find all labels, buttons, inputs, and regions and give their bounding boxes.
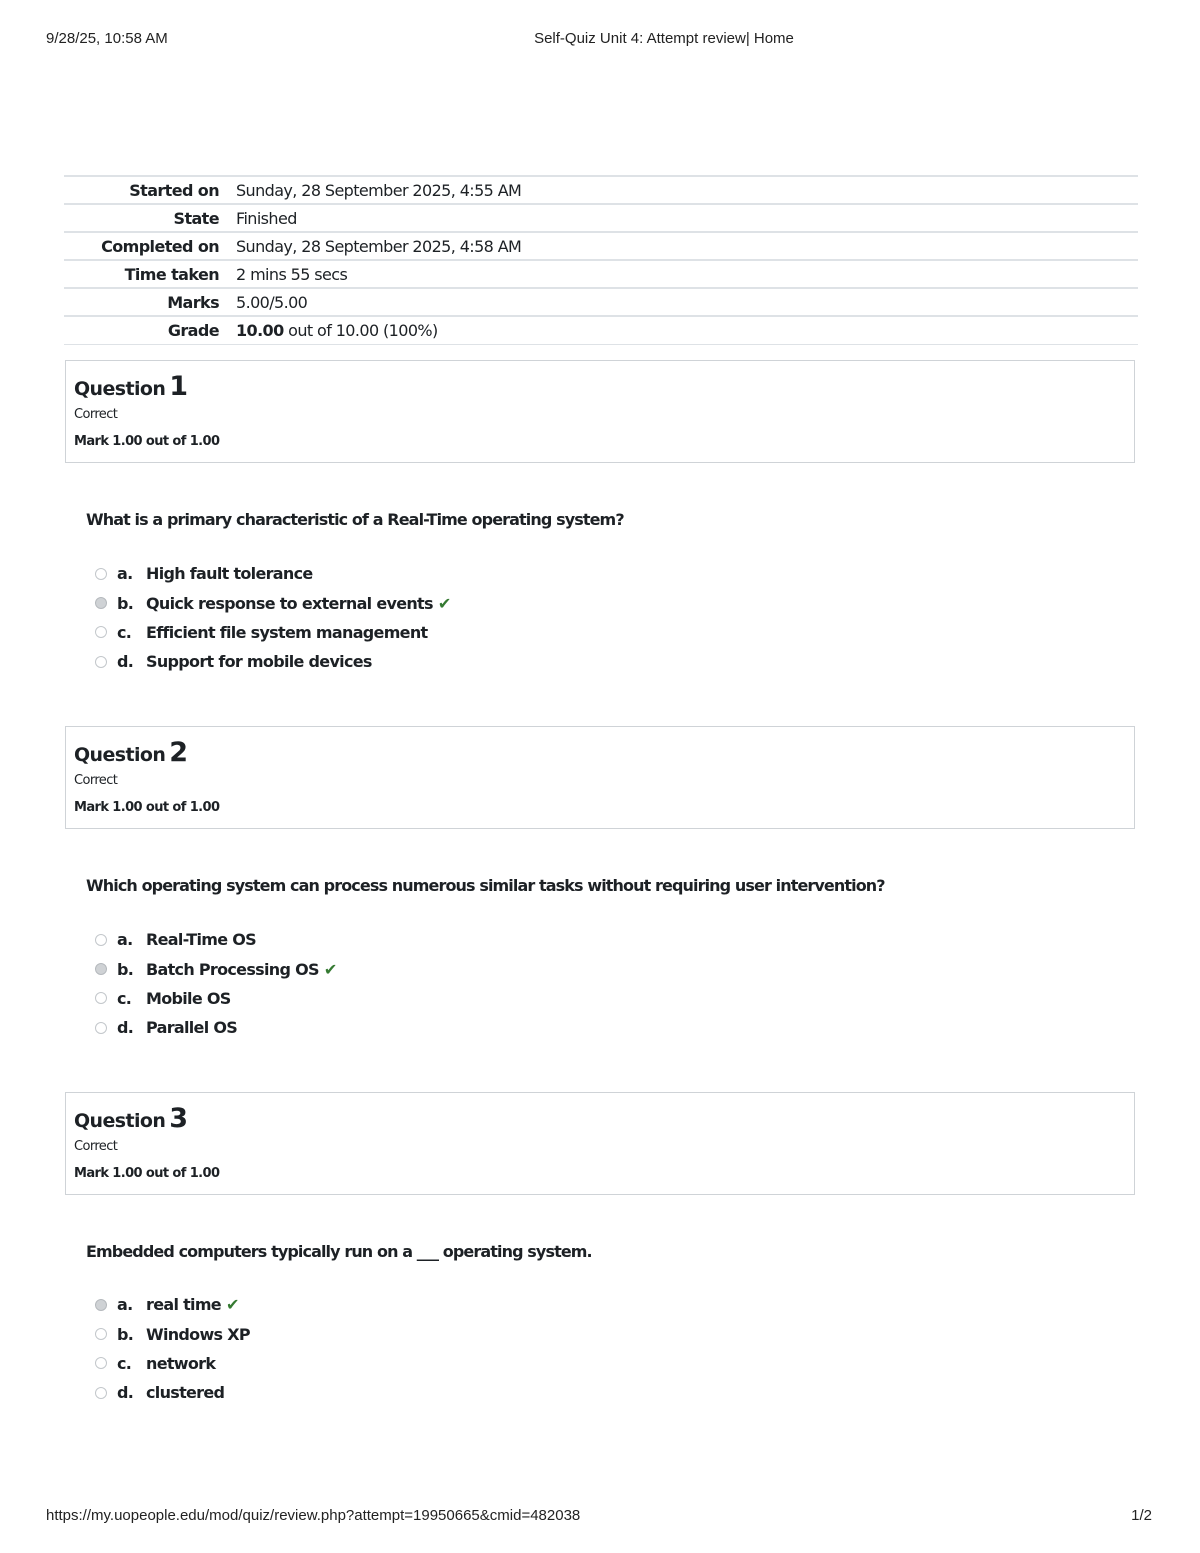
question-info-1: [65, 360, 1135, 463]
radio-button-checked[interactable]: [95, 1299, 107, 1311]
answer-letter: b.: [117, 593, 134, 613]
answer-option[interactable]: [95, 618, 451, 647]
radio-button-checked[interactable]: [95, 963, 107, 975]
print-footer: [46, 1507, 1152, 1527]
summary-label: Time taken: [124, 264, 219, 284]
question-text-1: What is a primary characteristic of a Real-Time operating system?: [86, 510, 624, 529]
summary-value: [236, 316, 1138, 344]
answer-option[interactable]: [95, 925, 337, 954]
answer-option[interactable]: [95, 1013, 337, 1042]
question-title: [74, 371, 1126, 401]
print-datetime: 9/28/25, 10:58 AM: [46, 30, 168, 47]
summary-label: Grade: [167, 320, 219, 340]
correct-check-icon: ✔: [225, 1295, 239, 1315]
question-text-3: Embedded computers typically run on a ___ operating system.: [86, 1242, 592, 1261]
summary-value: 2 mins 55 secs: [236, 264, 348, 284]
radio-button[interactable]: [95, 656, 107, 668]
answer-option-selected[interactable]: [95, 1290, 250, 1319]
correct-check-icon: ✔: [437, 593, 451, 613]
summary-value: 5.00/5.00: [236, 292, 308, 312]
question-number: 2: [169, 737, 188, 768]
attempt-summary-table: [64, 175, 1138, 345]
question-text-2: Which operating system can process numerous similar tasks without requiring user intervention?: [86, 876, 885, 895]
question-mark: Mark 1.00 out of 1.00: [74, 434, 220, 449]
question-title: [74, 1103, 1126, 1133]
answer-text: network: [146, 1353, 216, 1373]
summary-label: Started on: [129, 180, 219, 200]
summary-value: Finished: [236, 208, 297, 228]
answer-letter: d.: [117, 1018, 134, 1038]
radio-button[interactable]: [95, 992, 107, 1004]
answer-letter: a.: [117, 1295, 133, 1315]
answer-text: High fault tolerance: [146, 564, 313, 584]
question-number: 3: [169, 1103, 188, 1134]
radio-button-checked[interactable]: [95, 597, 107, 609]
answer-list-1: [95, 559, 451, 677]
answer-option[interactable]: [95, 647, 451, 676]
summary-row-started: [64, 176, 1138, 204]
answer-letter: c.: [117, 622, 132, 642]
answer-letter: a.: [117, 930, 133, 950]
answer-letter: a.: [117, 564, 133, 584]
summary-row-marks: [64, 288, 1138, 316]
summary-value: Sunday, 28 September 2025, 4:55 AM: [236, 180, 522, 200]
summary-label: Marks: [167, 292, 219, 312]
question-info-2: [65, 726, 1135, 829]
answer-text: Efficient file system management: [146, 622, 428, 642]
question-heading: Question: [74, 744, 166, 766]
question-number: 1: [169, 371, 188, 402]
answer-text: Support for mobile devices: [146, 652, 372, 672]
answer-option-selected[interactable]: [95, 588, 451, 617]
summary-label: Completed on: [101, 236, 219, 256]
answer-option[interactable]: [95, 559, 451, 588]
radio-button[interactable]: [95, 1387, 107, 1399]
print-header: [46, 30, 1152, 50]
answer-letter: b.: [117, 959, 134, 979]
question-state: Correct: [74, 1139, 118, 1154]
question-info-3: [65, 1092, 1135, 1195]
question-state: Correct: [74, 407, 118, 422]
answer-text: clustered: [146, 1383, 225, 1403]
summary-row-grade: [64, 316, 1138, 344]
answer-text: Parallel OS: [146, 1018, 238, 1038]
answer-letter: d.: [117, 652, 134, 672]
summary-value: Sunday, 28 September 2025, 4:58 AM: [236, 236, 522, 256]
radio-button[interactable]: [95, 934, 107, 946]
print-url: https://my.uopeople.edu/mod/quiz/review.php?attempt=19950665&cmid=482038: [46, 1507, 581, 1524]
answer-option[interactable]: [95, 1349, 250, 1378]
question-mark: Mark 1.00 out of 1.00: [74, 800, 220, 815]
summary-label: State: [173, 208, 219, 228]
summary-row-completed: [64, 232, 1138, 260]
radio-button[interactable]: [95, 1328, 107, 1340]
answer-option[interactable]: [95, 1378, 250, 1407]
print-title: Self-Quiz Unit 4: Attempt review| Home: [534, 30, 794, 47]
answer-list-2: [95, 925, 337, 1043]
answer-text: real time: [146, 1295, 221, 1315]
radio-button[interactable]: [95, 1357, 107, 1369]
radio-button[interactable]: [95, 1022, 107, 1034]
answer-text: Quick response to external events: [146, 593, 433, 613]
question-state: Correct: [74, 773, 118, 788]
answer-text: Batch Processing OS: [146, 959, 319, 979]
radio-button[interactable]: [95, 626, 107, 638]
question-title: [74, 737, 1126, 767]
question-heading: Question: [74, 1110, 166, 1132]
answer-text: Mobile OS: [146, 988, 231, 1008]
summary-row-time-taken: [64, 260, 1138, 288]
answer-option[interactable]: [95, 1319, 250, 1348]
answer-option[interactable]: [95, 984, 337, 1013]
radio-button[interactable]: [95, 568, 107, 580]
answer-letter: c.: [117, 988, 132, 1008]
grade-out-of: out of 10.00 (100%): [288, 320, 438, 340]
answer-list-3: [95, 1290, 250, 1408]
answer-letter: d.: [117, 1383, 134, 1403]
question-heading: Question: [74, 378, 166, 400]
summary-row-state: [64, 204, 1138, 232]
answer-text: Real-Time OS: [146, 930, 256, 950]
correct-check-icon: ✔: [323, 959, 337, 979]
answer-option-selected[interactable]: [95, 954, 337, 983]
grade-score: 10.00: [236, 320, 284, 340]
print-page-number: 1/2: [1131, 1507, 1152, 1524]
answer-text: Windows XP: [146, 1324, 250, 1344]
answer-letter: b.: [117, 1324, 134, 1344]
question-mark: Mark 1.00 out of 1.00: [74, 1166, 220, 1181]
answer-letter: c.: [117, 1353, 132, 1373]
